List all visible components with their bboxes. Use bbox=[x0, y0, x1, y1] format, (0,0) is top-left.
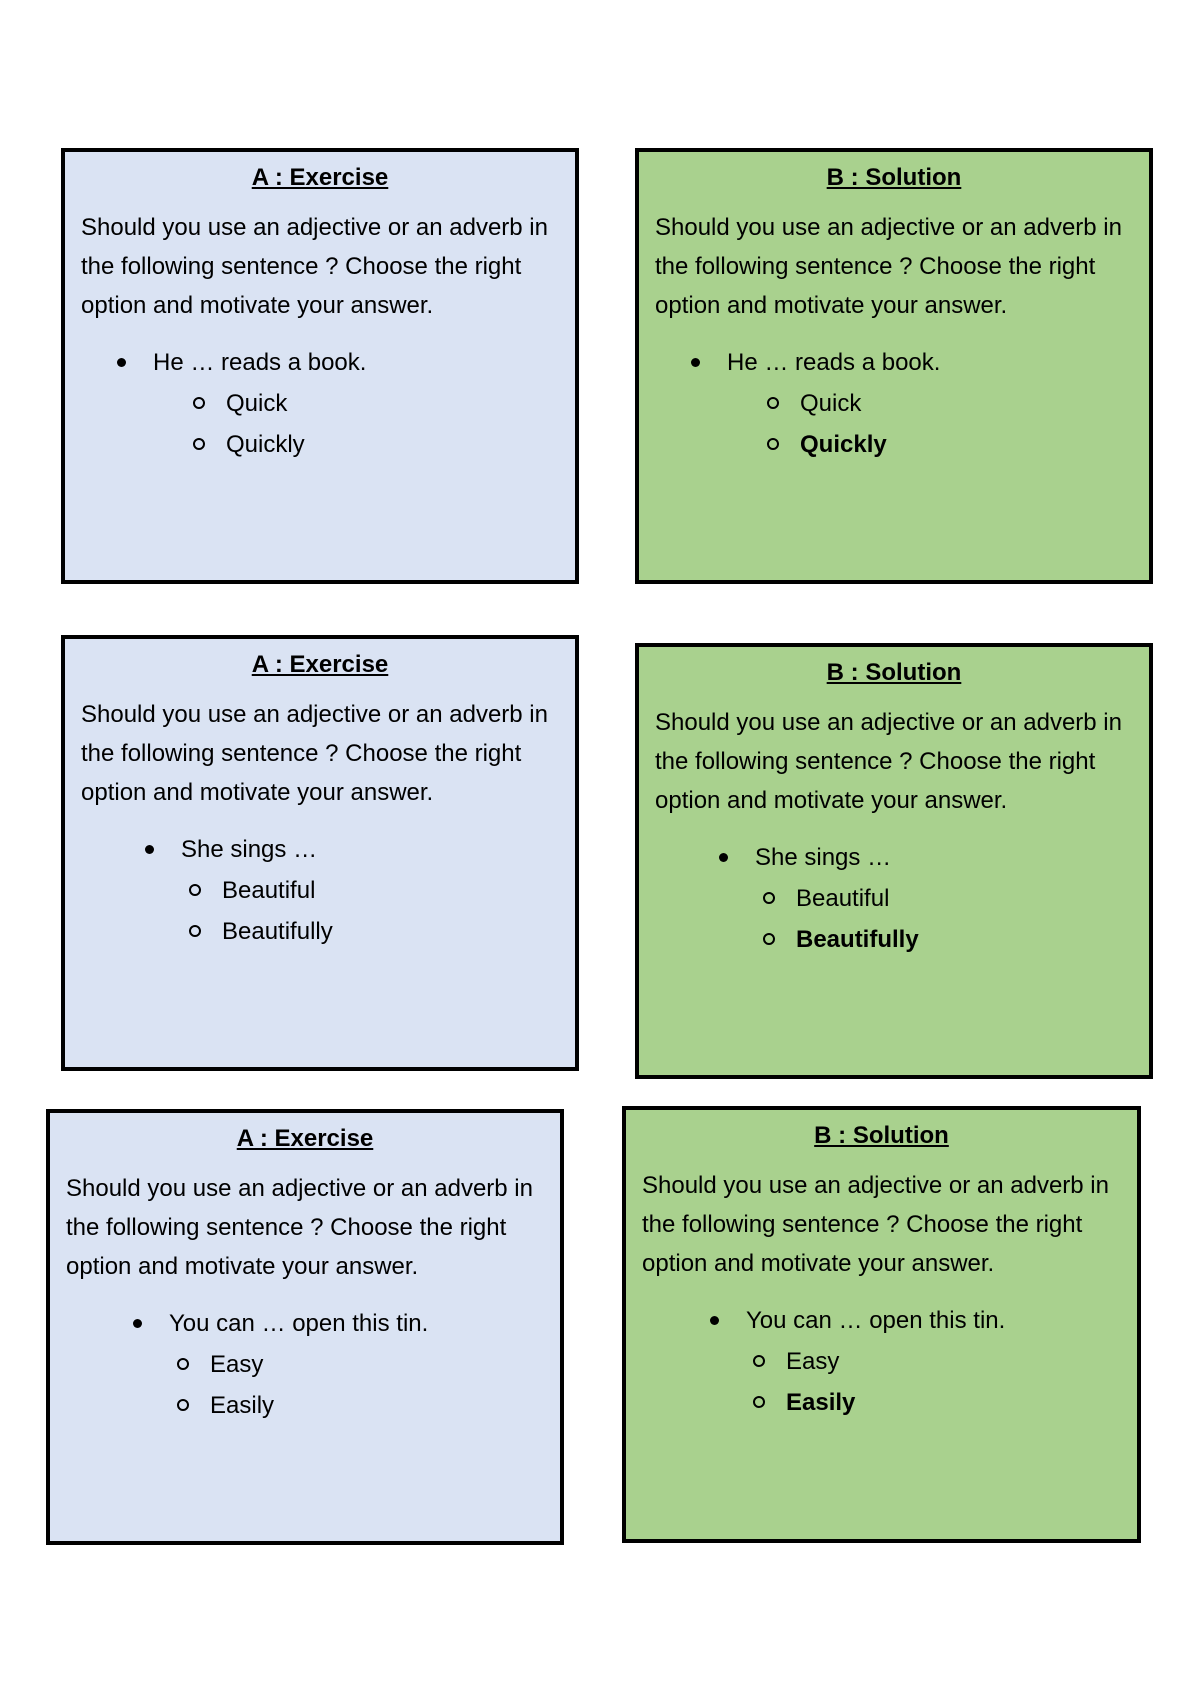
option-item bbox=[81, 870, 559, 911]
circle-bullet-icon bbox=[753, 1355, 765, 1367]
card-title: A : Exercise bbox=[251, 651, 389, 678]
option-item-correct bbox=[655, 919, 1133, 960]
solution-card-3 bbox=[622, 1106, 1141, 1543]
option-text: Easily bbox=[210, 1392, 275, 1419]
card-title: A : Exercise bbox=[251, 164, 389, 191]
circle-bullet-icon bbox=[189, 925, 201, 937]
option-item bbox=[81, 911, 559, 952]
exercise-card-1 bbox=[61, 148, 579, 584]
solution-card-1 bbox=[635, 148, 1153, 584]
circle-bullet-icon bbox=[193, 397, 205, 409]
option-item bbox=[66, 1385, 544, 1426]
option-text: Quick bbox=[800, 390, 862, 417]
sentence-text: You can … open this tin. bbox=[746, 1307, 1006, 1334]
option-text: Easy bbox=[786, 1348, 840, 1375]
card-question: Should you use an adjective or an adverb in the following sentence ? Choose the right option and motivate your answer. bbox=[81, 214, 548, 319]
bullet-icon bbox=[145, 845, 154, 854]
option-text: Beautifully bbox=[222, 918, 333, 945]
correct-answer-text: Quickly bbox=[800, 431, 887, 458]
sentence-item bbox=[655, 343, 1133, 383]
circle-bullet-icon bbox=[763, 933, 775, 945]
option-text: Quickly bbox=[226, 431, 305, 458]
card-title: B : Solution bbox=[814, 1122, 949, 1149]
circle-bullet-icon bbox=[177, 1399, 189, 1411]
card-question: Should you use an adjective or an adverb in the following sentence ? Choose the right option and motivate your answer. bbox=[642, 1172, 1109, 1277]
circle-bullet-icon bbox=[177, 1358, 189, 1370]
option-item bbox=[642, 1341, 1121, 1382]
option-text: Beautiful bbox=[796, 885, 890, 912]
solution-card-2 bbox=[635, 643, 1153, 1079]
correct-answer-text: Beautifully bbox=[796, 926, 919, 953]
card-question: Should you use an adjective or an adverb in the following sentence ? Choose the right option and motivate your answer. bbox=[66, 1175, 533, 1280]
sentence-item bbox=[642, 1301, 1121, 1341]
sentence-text: He … reads a book. bbox=[727, 349, 941, 376]
option-item bbox=[655, 878, 1133, 919]
option-text: Easy bbox=[210, 1351, 264, 1378]
option-item-correct bbox=[642, 1382, 1121, 1423]
sentence-item bbox=[66, 1304, 544, 1344]
bullet-icon bbox=[719, 853, 728, 862]
option-item bbox=[81, 424, 559, 465]
bullet-icon bbox=[691, 358, 700, 367]
sentence-text: He … reads a book. bbox=[153, 349, 367, 376]
card-question: Should you use an adjective or an adverb in the following sentence ? Choose the right option and motivate your answer. bbox=[655, 709, 1122, 814]
circle-bullet-icon bbox=[193, 438, 205, 450]
card-title: A : Exercise bbox=[236, 1125, 374, 1152]
option-item bbox=[655, 383, 1133, 424]
circle-bullet-icon bbox=[753, 1396, 765, 1408]
option-item bbox=[66, 1344, 544, 1385]
sentence-item bbox=[81, 830, 559, 870]
correct-answer-text: Easily bbox=[786, 1389, 856, 1416]
circle-bullet-icon bbox=[767, 397, 779, 409]
option-item-correct bbox=[655, 424, 1133, 465]
option-text: Beautiful bbox=[222, 877, 316, 904]
bullet-icon bbox=[710, 1316, 719, 1325]
option-text: Quick bbox=[226, 390, 288, 417]
sentence-item bbox=[81, 343, 559, 383]
circle-bullet-icon bbox=[767, 438, 779, 450]
circle-bullet-icon bbox=[763, 892, 775, 904]
exercise-card-2 bbox=[61, 635, 579, 1071]
sentence-item bbox=[655, 838, 1133, 878]
exercise-card-3 bbox=[46, 1109, 564, 1545]
card-title: B : Solution bbox=[826, 659, 962, 686]
bullet-icon bbox=[133, 1319, 142, 1328]
sentence-text: She sings … bbox=[755, 844, 892, 871]
sentence-text: She sings … bbox=[181, 836, 318, 863]
card-question: Should you use an adjective or an adverb in the following sentence ? Choose the right option and motivate your answer. bbox=[81, 701, 548, 806]
circle-bullet-icon bbox=[189, 884, 201, 896]
card-question: Should you use an adjective or an adverb in the following sentence ? Choose the right option and motivate your answer. bbox=[655, 214, 1122, 319]
option-item bbox=[81, 383, 559, 424]
sentence-text: You can … open this tin. bbox=[169, 1310, 429, 1337]
card-title: B : Solution bbox=[826, 164, 962, 191]
bullet-icon bbox=[117, 358, 126, 367]
